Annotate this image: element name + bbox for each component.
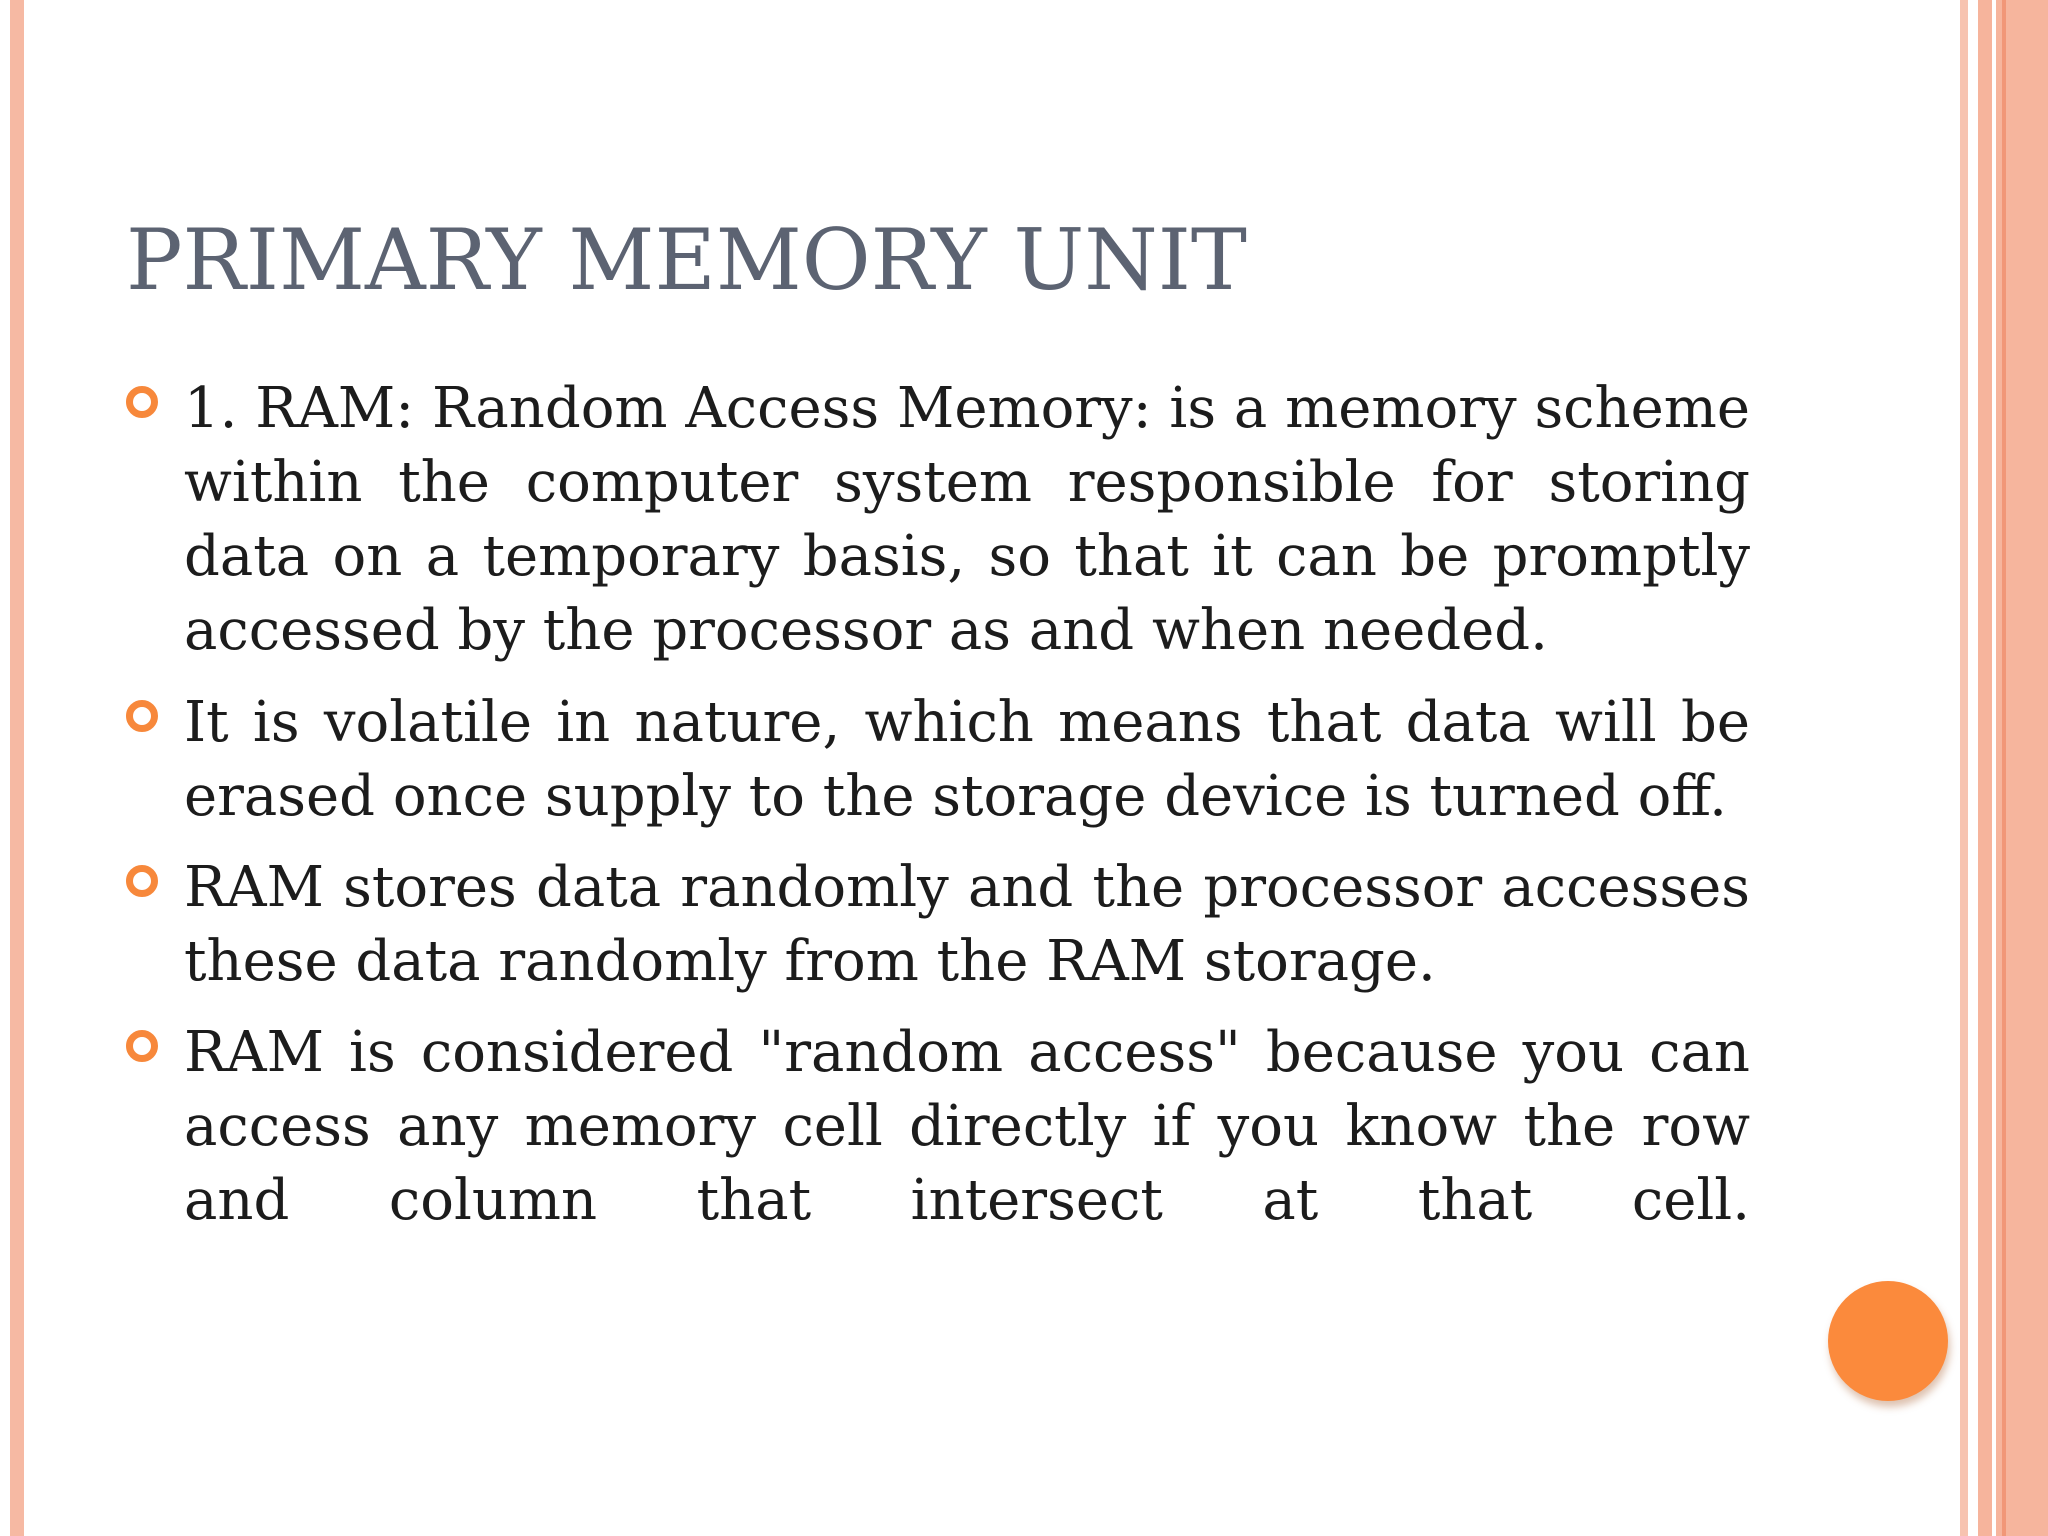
bullet-text: 1. RAM: Random Access Memory: is a memory scheme within the computer system responsible for storing data on a temporary basis, so that it can be promptly accessed by the processor as and when needed. bbox=[184, 376, 1750, 663]
slide-title: PRIMARY MEMORY UNIT bbox=[126, 211, 1247, 309]
bullet-circle-icon bbox=[126, 386, 158, 418]
bullet-item bbox=[184, 686, 1750, 834]
bullet-text: It is volatile in nature, which means that data will be erased once supply to the storage device is turned off. bbox=[184, 690, 1750, 829]
bullet-circle-icon bbox=[126, 865, 158, 897]
bullet-item bbox=[184, 851, 1750, 999]
bullet-circle-icon bbox=[126, 700, 158, 732]
bullet-text: RAM is considered "random access" because you can access any memory cell directly if you know the row and column that intersect at that cell. bbox=[184, 1020, 1750, 1233]
bullet-item bbox=[184, 372, 1750, 668]
bullet-circle-icon bbox=[126, 1030, 158, 1062]
orange-circle-icon[interactable] bbox=[1828, 1281, 1948, 1401]
bullet-text: RAM stores data randomly and the processor accesses these data randomly from the RAM storage. bbox=[184, 855, 1750, 994]
bullet-item bbox=[184, 1016, 1750, 1238]
